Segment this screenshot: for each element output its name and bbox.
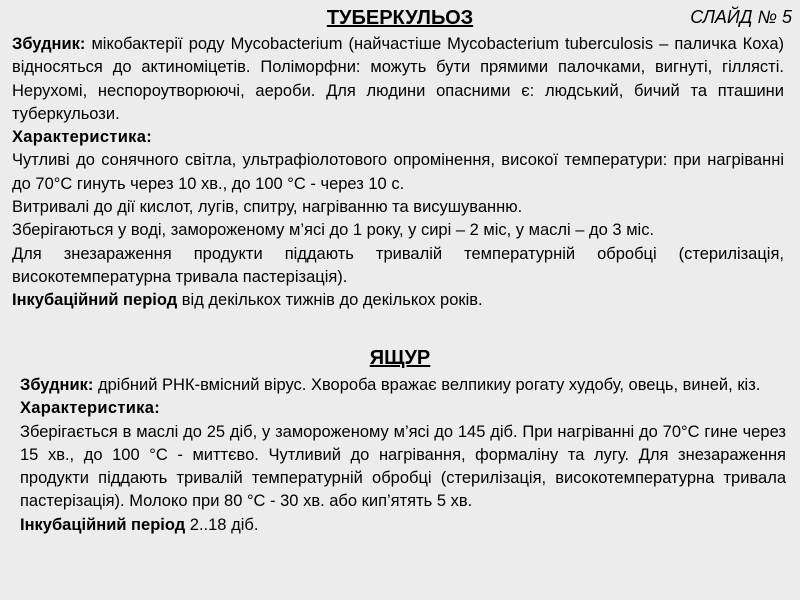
incubation-label: Інкубаційний період (12, 291, 178, 310)
fmd-section (20, 374, 786, 537)
pathogen-text: мікобактерії роду Mycobacterium (найчастіше Mycobacterium tuberculosis – паличка Коха) відносяться до актиноміцетів. Поліморфни: можуть бути прямими палочками, вигнуті, гіллясті. Нерухомі, неспороутворюючі, аероби. Для людини опасними є: людський, бичий та пташини туберкульози. (12, 35, 784, 123)
characteristics-heading: Характеристика: (12, 128, 153, 147)
fmd-pathogen (20, 374, 786, 397)
characteristics-heading: Характеристика: (20, 399, 161, 418)
tuberculosis-incubation (12, 289, 784, 312)
pathogen-label: Збудник: (12, 35, 86, 53)
tuberculosis-pathogen (12, 33, 784, 126)
slide-number: СЛАЙД № 5 (690, 7, 792, 27)
tuberculosis-survival: Зберігаються у воді, замороженому м’ясі до 1 року, у сирі – 2 міс, у маслі – до 3 міс. (12, 221, 655, 240)
tuberculosis-resistance: Витривалі до дії кислот, лугів, спитру, нагріванню та висушуванню. (12, 198, 523, 217)
tuberculosis-sensitivity: Чутливі до сонячного світла, ультрафіолотового опромінення, високої температури: при нагріванні до 70°С гинуть через 10 хв., до 100 °С - через 10 с. (12, 151, 784, 193)
pathogen-text: дрібний РНК-вмісний вірус. Хвороба вражає велпикиу рогату худобу, овець, виней, кіз. (93, 376, 761, 394)
fmd-title: ЯЩУР (369, 347, 431, 369)
incubation-label: Інкубаційний період (20, 515, 186, 534)
fmd-details: Зберігається в маслі до 25 діб, у замороженому м’ясі до 145 діб. При нагріванні до 70°С гине через 15 хв., до 100 °С - миттєво. Чутливий до нагрівання, формаліну та лугу. Для знезараження продукти піддають тривалій температурній обробці (стерилізація, високотемпературна тривала пастерізація). Молоко при 80 °С - 30 хв. або кип’ятять 5 хв. (20, 422, 786, 511)
incubation-text: від декількох тижнів до декількох років. (177, 291, 483, 310)
incubation-text: 2..18 діб. (185, 515, 259, 534)
tuberculosis-section (12, 33, 784, 313)
fmd-incubation (20, 514, 786, 537)
tuberculosis-title: ТУБЕРКУЛЬОЗ (326, 7, 474, 29)
tuberculosis-disinfection: Для знезараження продукти піддають тривалій температурній обробці (стерилізація, високотемпературна тривала пастерізація). (12, 244, 784, 286)
pathogen-label: Збудник: (20, 376, 94, 394)
